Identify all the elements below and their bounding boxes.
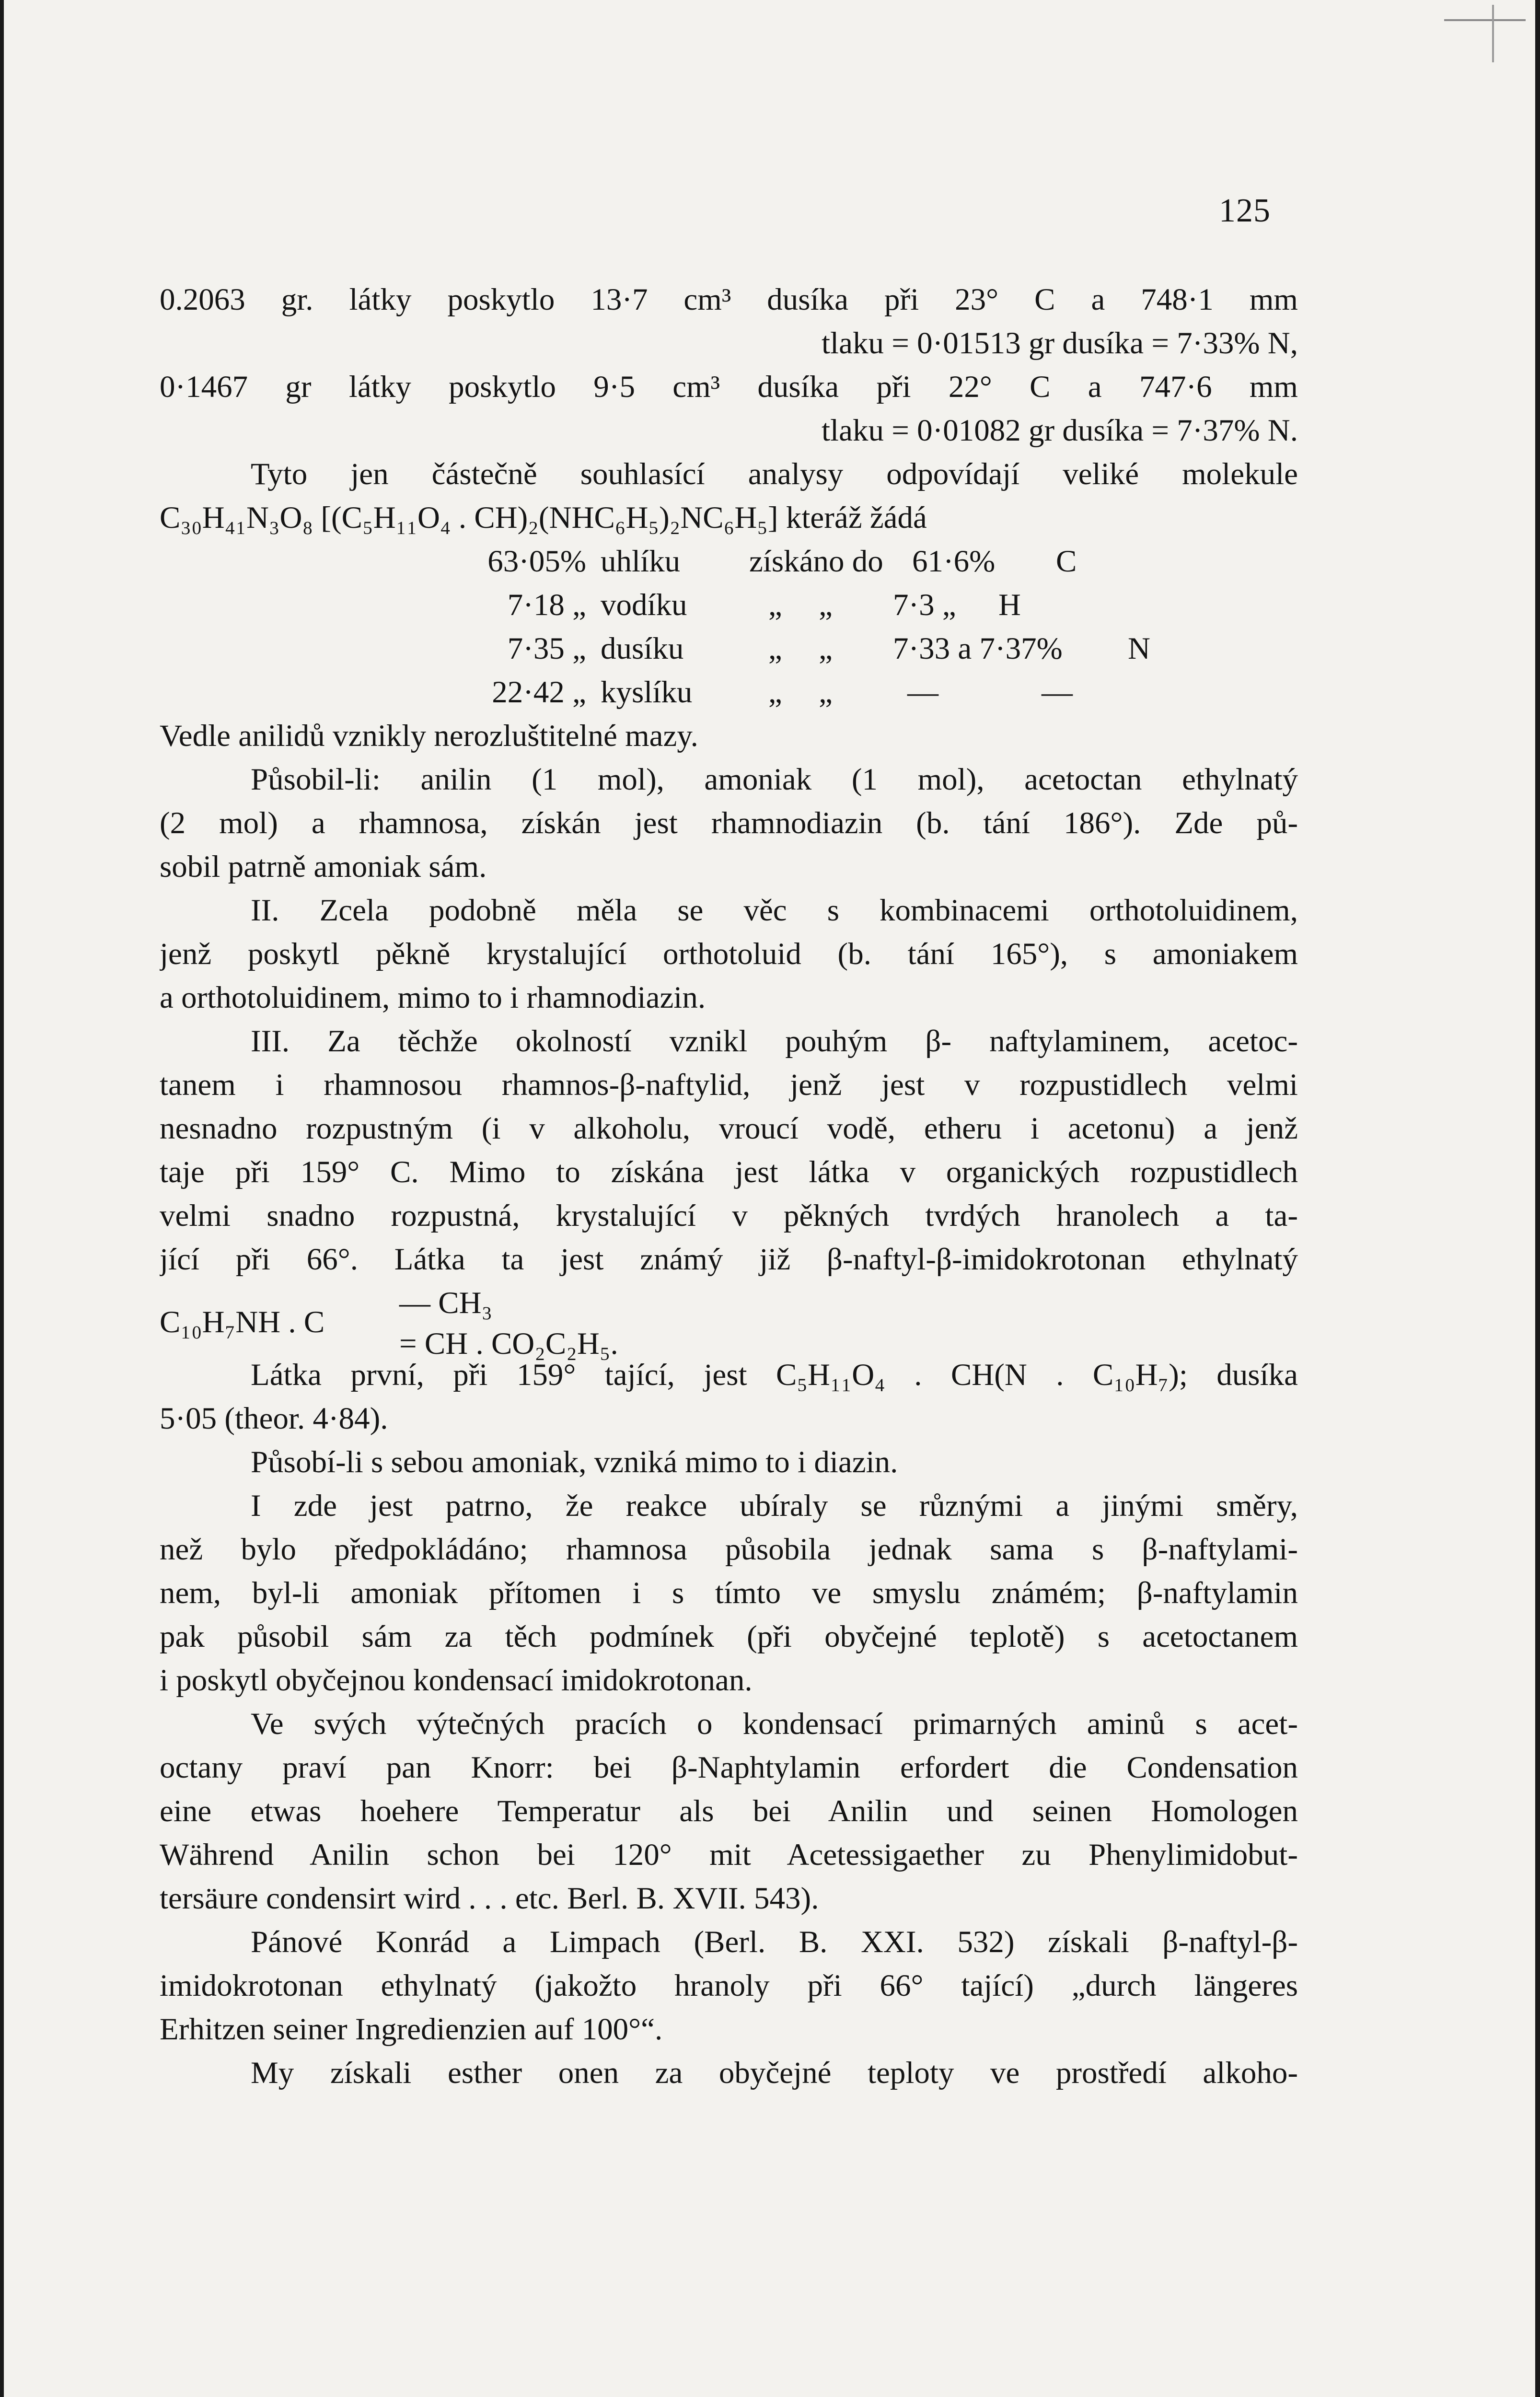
text-line: Tyto jen částečně souhlasící analysy odpovídají veliké molekule [251, 457, 1298, 491]
corner-mark [1444, 19, 1526, 45]
text-line: I zde jest patrno, že reakce ubíraly se různými a jinými směry, [251, 1489, 1298, 1523]
text-line: tanem i rhamnosou rhamnos-β-naftylid, jenž jest v rozpustidlech velmi [160, 1068, 1298, 1102]
text-line: i poskytl obyčejnou kondensací imidokrotonan. [160, 1663, 753, 1698]
text-line: eine etwas hoehere Temperatur als bei Anilin und seinen Homologen [160, 1794, 1298, 1828]
document-page [4, 0, 1535, 2397]
text-line: Látka první, při 159° tající, jest C₅H₁₁O₄ . CH(N . C₁₀H₇); dusíka [251, 1358, 1298, 1392]
symbol-cell: N [1128, 631, 1150, 666]
text-line: velmi snadno rozpustná, krystalující v pěkných tvrdých hranolech a ta- [160, 1198, 1298, 1233]
element-cell: kyslíku [601, 675, 693, 710]
text-line: My získali esther onen za obyčejné teploty ve prostředí alkoho- [251, 2056, 1298, 2090]
percent-cell: 63·05% [487, 544, 586, 579]
text-line: Vedle anilidů vznikly nerozluštitelné mazy. [160, 719, 698, 753]
body-text [160, 278, 1298, 2095]
text-line: tersäure condensirt wird . . . etc. Berl. B. XVII. 543). [160, 1881, 819, 1916]
text-line: octany praví pan Knorr: bei β-Naphtylamin erfordert die Condensation [160, 1750, 1298, 1785]
text-line: 5·05 (theor. 4·84). [160, 1401, 388, 1436]
found-cell: 7·3 „ [893, 588, 956, 622]
text-line: sobil patrně amoniak sám. [160, 849, 487, 884]
text-line: Pánové Konrád a Limpach (Berl. B. XXI. 532) získali β-naftyl-β- [251, 1925, 1298, 1959]
table-row [160, 671, 1298, 714]
text-line: III. Za těchže okolností vznikl pouhým β- naftylaminem, acetoc- [251, 1024, 1298, 1059]
text-line: 0·1467 gr látky poskytlo 9·5 cm³ dusíka při 22° C a 747·6 mm [160, 370, 1298, 404]
chemical-formula [160, 1281, 1298, 1361]
found-cell: — [907, 675, 938, 710]
percent-cell: 7·18 „ [507, 588, 586, 622]
text-line: Ve svých výtečných pracích o kondensací primarných aminů s acet- [251, 1707, 1298, 1741]
text-line: tlaku = 0·01082 gr dusíka = 7·37% N. [821, 413, 1298, 448]
text-line: jenž poskytl pěkně krystalující orthotoluid (b. tání 165°), s amoniakem [160, 937, 1298, 971]
molecule-formula-line: C₃₀H₄₁N₃O₈ [(C₅H₁₁O₄ . CH)₂(NHC₆H₅)₂NC₆H₅] kteráž žádá [160, 500, 927, 535]
element-cell: uhlíku [601, 544, 681, 579]
text-line: pak působil sám za těch podmínek (při obyčejné teplotě) s acetoctanem [160, 1619, 1298, 1654]
text-line: nesnadno rozpustným (i v alkoholu, vroucí vodě, etheru i acetonu) a jenž [160, 1111, 1298, 1146]
text-line: 0.2063 gr. látky poskytlo 13·7 cm³ dusíka při 23° C a 748·1 mm [160, 282, 1298, 317]
page-number: 125 [1219, 192, 1271, 229]
text-line: (2 mol) a rhamnosa, získán jest rhamnodiazin (b. tání 186°). Zde pů- [160, 806, 1298, 840]
percent-cell: 7·35 „ [507, 631, 586, 666]
text-line: Působil-li: anilin (1 mol), amoniak (1 mol), acetoctan ethylnatý [251, 762, 1298, 797]
text-line: nem, byl-li amoniak přítomen i s tímto ve smyslu známém; β-naftylamin [160, 1576, 1298, 1610]
table-row [160, 583, 1298, 627]
formula-lower: = CH . CO₂C₂H₅. [399, 1326, 618, 1361]
text-line: imidokrotonan ethylnatý (jakožto hranoly při 66° tající) „durch längeres [160, 1968, 1298, 2003]
found-cell: 7·33 a 7·37% [893, 631, 1063, 666]
symbol-cell: H [998, 588, 1021, 622]
formula-left: C₁₀H₇NH . C [160, 1305, 325, 1339]
symbol-cell: C [1056, 544, 1077, 579]
text-line: taje při 159° C. Mimo to získána jest látka v organických rozpustidlech [160, 1155, 1298, 1189]
text-line: II. Zcela podobně měla se věc s kombinacemi orthotoluidinem, [251, 893, 1298, 928]
element-cell: dusíku [601, 631, 684, 666]
symbol-cell: — [1042, 675, 1073, 710]
text-line: Působí-li s sebou amoniak, vzniká mimo to i diazin. [251, 1445, 898, 1479]
text-line: Erhitzen seiner Ingredienzien auf 100°“. [160, 2012, 663, 2047]
table-row [160, 540, 1298, 583]
text-line: tlaku = 0·01513 gr dusíka = 7·33% N, [821, 326, 1298, 361]
element-cell: vodíku [601, 588, 687, 622]
verb-cell: získáno do [749, 544, 883, 579]
verb-cell: „ „ [768, 675, 833, 710]
composition-table [160, 540, 1298, 714]
text-line: a orthotoluidinem, mimo to i rhamnodiazin. [160, 980, 706, 1015]
text-line: než bylo předpokládáno; rhamnosa působila jednak sama s β-naftylami- [160, 1532, 1298, 1567]
percent-cell: 22·42 „ [492, 675, 586, 710]
table-row [160, 627, 1298, 671]
verb-cell: „ „ [768, 631, 833, 666]
text-line: Während Anilin schon bei 120° mit Acetessigaether zu Phenylimidobut- [160, 1838, 1298, 1872]
found-cell: 61·6% [912, 544, 996, 579]
formula-upper: — CH₃ [399, 1286, 493, 1320]
verb-cell: „ „ [768, 588, 833, 622]
text-line: jící při 66°. Látka ta jest známý již β-naftyl-β-imidokrotonan ethylnatý [160, 1242, 1298, 1277]
